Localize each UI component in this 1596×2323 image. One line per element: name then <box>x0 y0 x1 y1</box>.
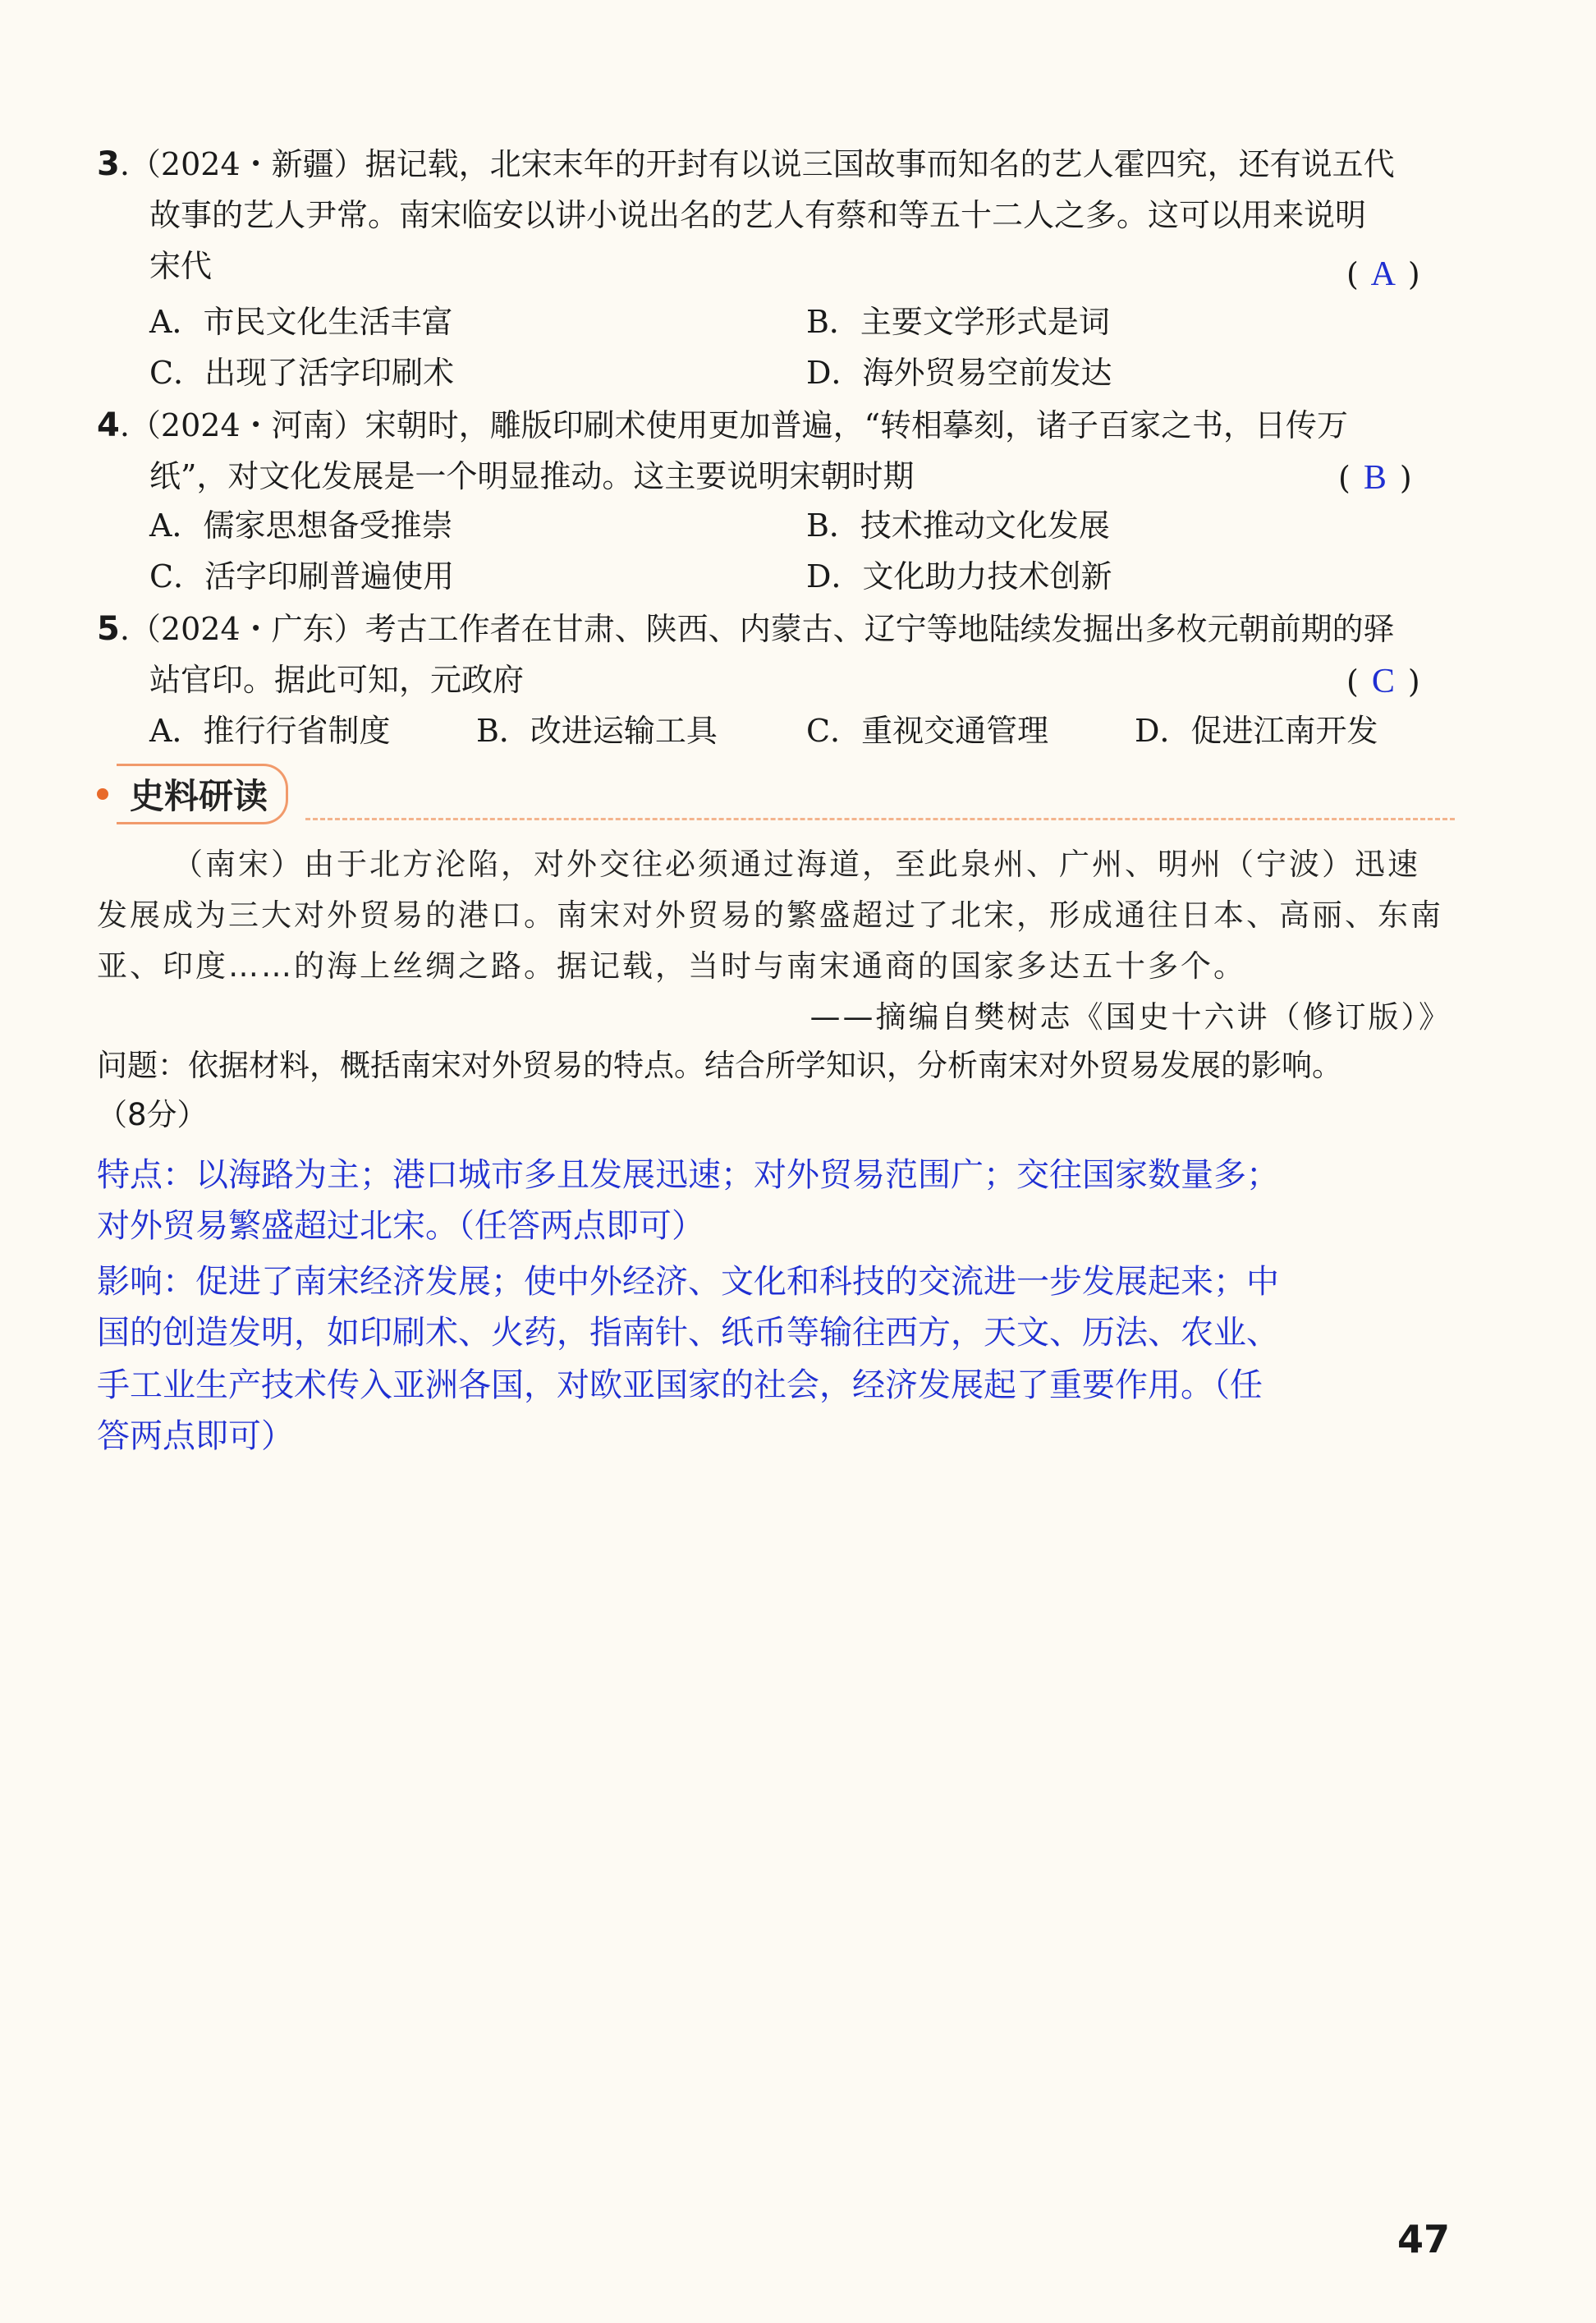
answer-line1: 特点：以海路为主；港口城市多且发展迅速；对外贸易范围广；交往国家数量多； <box>97 1156 1279 1194</box>
answer-line5: 手工业生产技术传入亚洲各国，对欧亚国家的社会，经济发展起了重要作用。（任 <box>97 1366 1263 1404</box>
material-source: ——摘编自樊树志《国史十六讲（修订版）》 <box>809 999 1452 1035</box>
q3-option-c: C．出现了活字印刷术 <box>149 355 455 391</box>
q5-answer-bracket: ( C ) <box>1346 663 1420 700</box>
q4-line1: 4.（2024・河南）宋朝时，雕版印刷术使用更加普遍，“转相摹刻，诸子百家之书，日传万 <box>97 406 1349 444</box>
material-line2: 发展成为三大对外贸易的港口。南宋对外贸易的繁盛超过了北宋，形成通往日本、高丽、东南 <box>97 898 1443 933</box>
q5-number: 5 <box>97 610 120 648</box>
q5-answer: C <box>1371 663 1395 700</box>
q3-line3: 宋代 <box>149 248 213 284</box>
q3-line2: 故事的艺人尹常。南宋临安以讲小说出名的艺人有蔡和等五十二人之多。这可以用来说明 <box>149 197 1367 233</box>
section-divider <box>305 818 1455 820</box>
material-line3: 亚、印度……的海上丝绸之路。据记载，当时与南宋通商的国家多达五十多个。 <box>97 948 1246 984</box>
q4-option-b: B．技术推动文化发展 <box>806 507 1110 544</box>
section-header <box>97 767 288 821</box>
q3-number: 3 <box>97 145 120 183</box>
q4-option-c: C．活字印刷普遍使用 <box>149 558 455 595</box>
q4-option-a: A．儒家思想备受推崇 <box>149 507 453 544</box>
section-bullet-icon <box>97 788 108 800</box>
q3-answer: A <box>1370 255 1396 293</box>
material-line1: （南宋）由于北方沦陷，对外交往必须通过海道，至此泉州、广州、明州（宁波）迅速 <box>172 847 1420 882</box>
q4-option-d: D．文化助力技术创新 <box>806 558 1112 595</box>
q3-line1: 3.（2024・新疆）据记载，北宋末年的开封有以说三国故事而知名的艺人霍四究，还有说五代 <box>97 145 1395 183</box>
question-line1: 问题：依据材料，概括南宋对外贸易的特点。结合所学知识，分析南宋对外贸易发展的影响。 <box>97 1048 1342 1083</box>
answer-line4: 国的创造发明，如印刷术、火药，指南针、纸币等输往西方，天文、历法、农业、 <box>97 1314 1279 1352</box>
q5-line1: 5.（2024・广东）考古工作者在甘肃、陕西、内蒙古、辽宁等地陆续发掘出多枚元朝前期的驿 <box>97 610 1395 648</box>
q3-option-b: B．主要文学形式是词 <box>806 304 1110 340</box>
question-score: （8分） <box>97 1097 208 1132</box>
answer-line2: 对外贸易繁盛超过北宋。（任答两点即可） <box>97 1207 704 1245</box>
q5-line2: 站官印。据此可知，元政府 <box>149 662 525 698</box>
q4-line2: 纸”，对文化发展是一个明显推动。这主要说明宋朝时期 <box>149 458 915 494</box>
q5-option-d: D．促进江南开发 <box>1135 713 1378 749</box>
q5-option-a: A．推行行省制度 <box>149 713 391 749</box>
answer-line6: 答两点即可） <box>97 1417 294 1455</box>
q3-answer-bracket: ( A ) <box>1346 255 1420 293</box>
q3-option-d: D．海外贸易空前发达 <box>806 355 1112 391</box>
q4-answer: B <box>1363 459 1387 497</box>
page-number: 47 <box>1396 2217 1450 2261</box>
q5-option-b: B．改进运输工具 <box>476 713 718 749</box>
q4-number: 4 <box>97 406 120 444</box>
section-title: 史料研读 <box>117 764 288 824</box>
answer-line3: 影响：促进了南宋经济发展；使中外经济、文化和科技的交流进一步发展起来；中 <box>97 1263 1279 1301</box>
q3-option-a: A．市民文化生活丰富 <box>149 304 453 340</box>
q5-option-c: C．重视交通管理 <box>806 713 1049 749</box>
q4-answer-bracket: ( B ) <box>1338 459 1412 497</box>
